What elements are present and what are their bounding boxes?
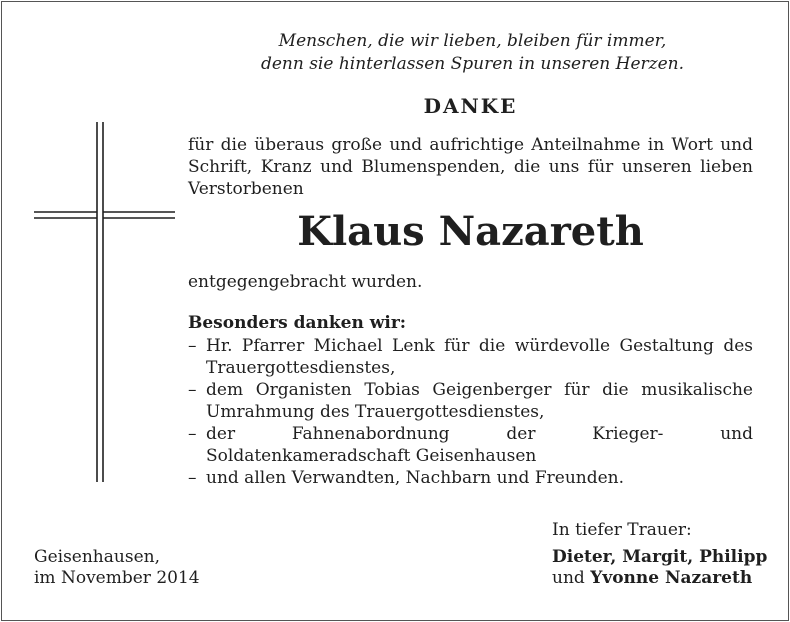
dash: – [188,424,197,444]
received-text: entgegengebracht wurden. [188,272,423,292]
list-item [188,379,753,423]
thanks-heading-title: DANKE [423,94,518,118]
motto-line: denn sie hinterlassen Spuren in unseren Herzen. [260,54,685,74]
dash: – [188,468,197,488]
special-thanks-heading: Besonders danken wir: [188,313,407,333]
list-item [188,335,753,379]
signer-name: Yvonne Nazareth [590,568,753,588]
intro-text: für die überaus große und aufrichtige Anteilnahme in Wort und Schrift, Kranz und Blumenspenden, die uns für unseren lieben Verstorbenen [188,135,753,199]
signature-label: In tiefer Trauer: [552,520,692,540]
list-item-text: dem Organisten Tobias Geigenberger für die musikalische Umrahmung des Trauergottesdienstes, [206,380,753,422]
list-item-text: und allen Verwandten, Nachbarn und Freunden. [206,468,625,488]
dash: – [188,380,197,400]
motto [200,30,745,76]
signer-conjunction: und [552,568,585,588]
list-item-text: der Fahnenabordnung der Krieger- und Soldatenkameradschaft Geisenhausen [206,424,753,466]
place: Geisenhausen, [34,547,160,567]
motto-line: Menschen, die wir lieben, bleiben für immer, [278,31,667,51]
signer-names-line2 [552,568,767,589]
list-item [188,423,753,467]
signers [552,547,767,589]
thanks-list [188,335,753,489]
place-date [34,547,200,589]
list-item-text: Hr. Pfarrer Michael Lenk für die würdevolle Gestaltung des Trauergottesdienstes, [206,336,753,378]
date: im November 2014 [34,568,200,588]
signer-names: Dieter, Margit, Philipp [552,547,768,567]
list-item [188,467,753,489]
deceased-name: Klaus Nazareth [297,208,644,255]
dash: – [188,336,197,356]
